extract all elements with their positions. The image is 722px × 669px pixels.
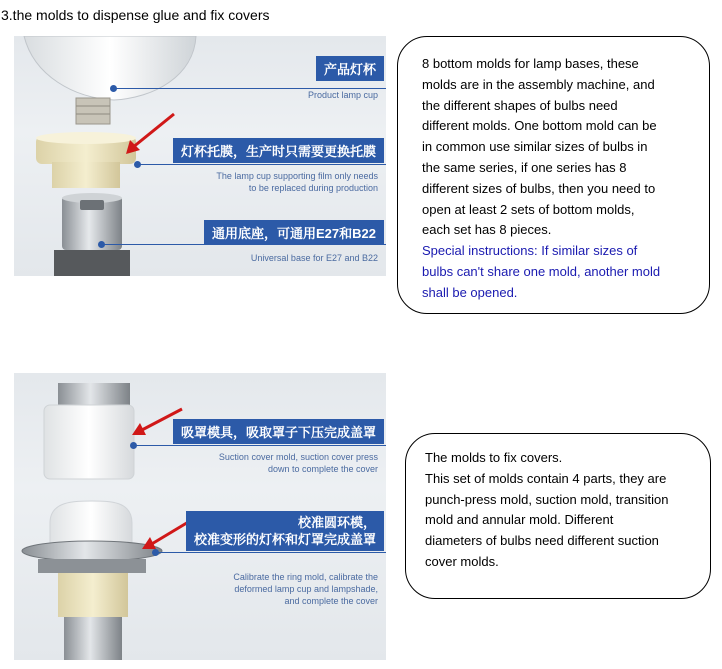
description-line: mold and annular mold. Different <box>425 512 614 528</box>
label-en-ring-mold: Calibrate the ring mold, calibrate the deformed lamp cup and lampshade, and complete the cover <box>233 572 378 606</box>
description-line: different sizes of bulbs, then you need to <box>422 180 656 196</box>
description-line: diameters of bulbs need different suction <box>425 533 659 549</box>
label-en-holder-film: The lamp cup supporting film only needs to be replaced during production <box>216 171 378 193</box>
description-line: open at least 2 sets of bottom molds, <box>422 201 635 217</box>
label-cn-holder-film: 灯杯托膜，生产时只需要更换托膜 <box>173 138 384 163</box>
description-line: This set of molds contain 4 parts, they are <box>425 470 667 486</box>
bottom-mold-photo <box>14 36 386 276</box>
description-line: the same series, if one series has 8 <box>422 159 627 175</box>
description-line: punch-press mold, suction mold, transition <box>425 491 669 507</box>
red-arrow <box>132 114 174 148</box>
ring-mold <box>22 541 162 561</box>
section-heading: 3.the molds to dispense glue and fix covers <box>1 7 270 23</box>
bottom-mold-description <box>397 36 710 314</box>
callout-line <box>134 445 386 446</box>
suction-mold-top <box>58 383 130 407</box>
label-en-universal-base: Universal base for E27 and B22 <box>250 253 378 263</box>
special-instruction-line: Special instructions: If similar sizes of <box>422 243 638 259</box>
callout-line <box>138 164 386 165</box>
special-instruction-line: bulbs can't share one mold, another mold <box>422 263 661 279</box>
description-line: in common use similar sizes of bulbs in <box>422 139 648 155</box>
description-line: different molds. One bottom mold can be <box>422 118 657 134</box>
lamp-cup-screw <box>76 98 110 124</box>
label-en-suction-mold: Suction cover mold, suction cover press down to complete the cover <box>218 452 378 474</box>
label-cn-suction-mold: 吸罩模具，吸取罩子下压完成盖罩 <box>173 419 384 444</box>
description-line: molds are in the assembly machine, and <box>422 76 655 92</box>
cover-mold-photo <box>14 373 386 660</box>
description-line: 8 bottom molds for lamp bases, these <box>422 56 639 71</box>
cover-mold-description <box>405 433 711 599</box>
red-arrow <box>150 521 190 545</box>
description-line: The molds to fix covers. <box>425 450 563 465</box>
label-cn-lamp-cup: 产品灯杯 <box>316 56 384 81</box>
holder-film-bottom <box>52 162 120 188</box>
special-instruction-line: shall be opened. <box>422 284 518 300</box>
label-cn-universal-base: 通用底座，可通用E27和B22 <box>204 220 384 245</box>
callout-line <box>156 552 386 553</box>
lamp-cup-holder <box>58 573 128 617</box>
description-line: each set has 8 pieces. <box>422 222 552 238</box>
description-line: cover molds. <box>425 553 499 569</box>
label-cn-ring-mold: 校准圆环模， 校准变形的灯杯和灯罩完成盖罩 <box>186 511 384 551</box>
description-line: the different shapes of bulbs need <box>422 97 618 113</box>
suction-mold-body <box>44 405 134 479</box>
label-en-lamp-cup: Product lamp cup <box>307 90 378 100</box>
